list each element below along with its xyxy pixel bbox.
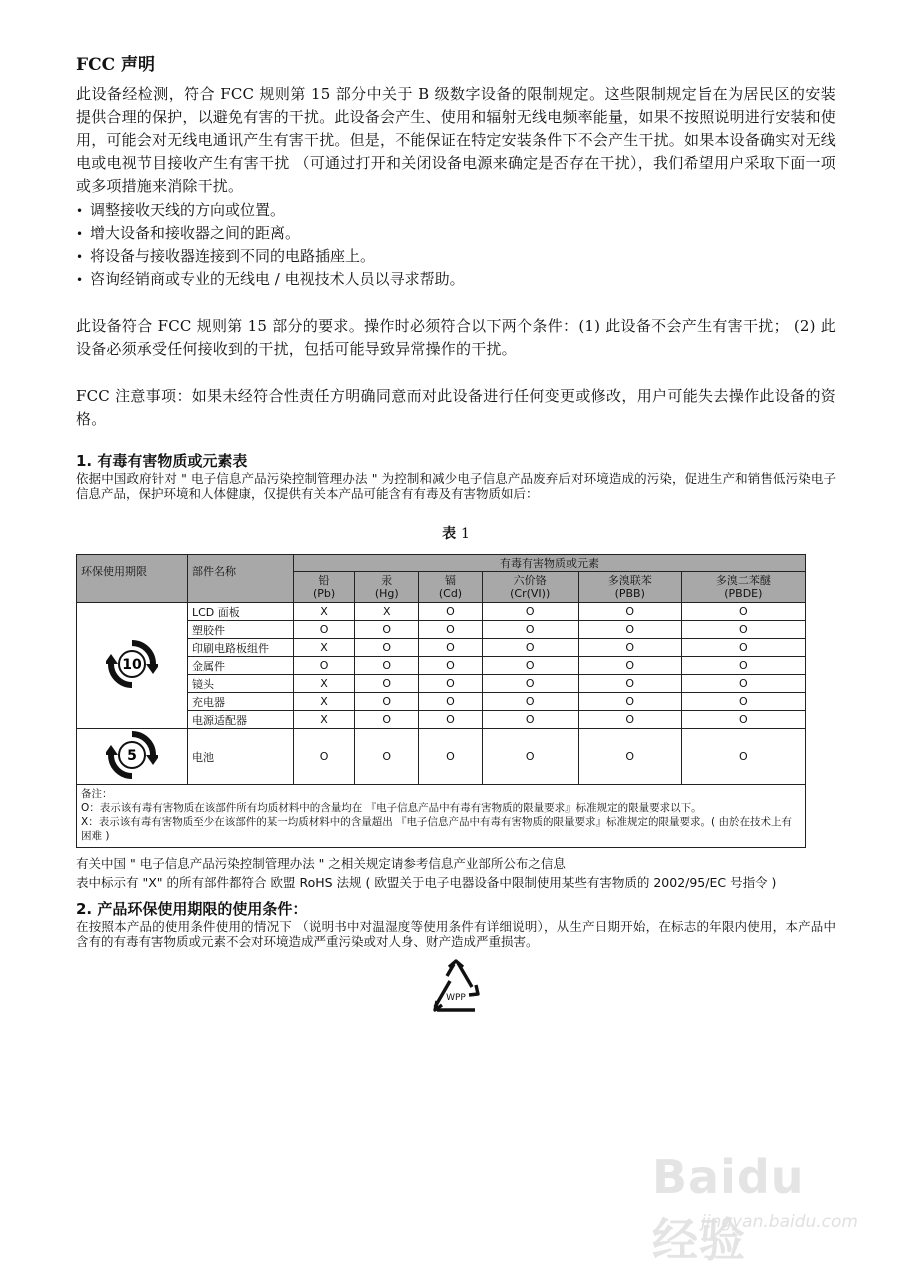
note-line: O：表示该有毒有害物质在该部件所有均质材料中的含量均在 『电子信息产品中有毒有害物质的限量要求』标准规定的限量要求以下。 [81, 802, 702, 814]
fcc-bullet: • 调整接收天线的方向或位置。 [76, 199, 836, 222]
substance-header: 多溴二苯醚 (PBDE) [681, 572, 805, 603]
svg-text:10: 10 [122, 657, 142, 673]
period-logo-cell [77, 603, 188, 729]
substance-value-cell: O [419, 621, 482, 639]
substance-header: 多溴联苯 (PBB) [578, 572, 681, 603]
substance-value-cell: O [355, 711, 419, 729]
substance-value-cell: X [294, 603, 355, 621]
substance-value-cell: O [482, 603, 578, 621]
substance-value-cell: X [294, 639, 355, 657]
substance-value-cell: O [482, 621, 578, 639]
after-table-line-2: 表中标示有 "X" 的所有部件都符合 欧盟 RoHS 法规 ( 欧盟关于电子电器设备中限制使用某些有害物质的 2002/95/EC 号指令 ) [76, 875, 777, 890]
substance-value-cell: O [355, 639, 419, 657]
table-notes [77, 785, 806, 848]
fcc-bullet: • 增大设备和接收器之间的距离。 [76, 222, 836, 245]
substance-value-cell: O [578, 693, 681, 711]
substance-value-cell: O [482, 711, 578, 729]
substance-value-cell: O [294, 621, 355, 639]
substance-header: 镉 (Cd) [419, 572, 482, 603]
part-name-cell: 电源适配器 [188, 711, 294, 729]
part-name-cell: 电池 [188, 729, 294, 785]
substance-value-cell: O [294, 729, 355, 785]
wpp-label: WPP [446, 993, 466, 1003]
substance-group-header: 有毒有害物质或元素 [294, 555, 806, 572]
col-part-header: 部件名称 [188, 555, 294, 603]
substance-value-cell: O [578, 729, 681, 785]
period-logo-cell [77, 729, 188, 785]
fcc-paragraph-1: 此设备经检测，符合 FCC 规则第 15 部分中关于 B 级数字设备的限制规定。这些限制规定旨在为居民区的安装提供合理的保护，以避免有害的干扰。此设备会产生、使用和辐射无线电频率能量，如果不按照说明进行安装和使用，可能会对无线电通讯产生有害干扰。但是，不能保证在特定安装条件下不会产生干扰。如果本设备确实对无线电或电视节目接收产生有害干扰 （可通过打开和关闭设备电源来确定是否存在干扰），我们希望用户采取下面一项或多项措施来消除干扰。 [76, 85, 837, 195]
substance-value-cell: O [482, 639, 578, 657]
substance-value-cell: X [294, 675, 355, 693]
substance-value-cell: O [419, 729, 482, 785]
substance-value-cell: O [681, 693, 805, 711]
substance-value-cell: O [578, 603, 681, 621]
substance-value-cell: O [355, 693, 419, 711]
table-caption: 表 1 [442, 526, 470, 542]
substance-value-cell: O [355, 657, 419, 675]
substance-value-cell: O [419, 711, 482, 729]
substance-value-cell: O [578, 711, 681, 729]
table-row [77, 603, 806, 621]
substance-value-cell: O [482, 657, 578, 675]
substance-value-cell: O [419, 675, 482, 693]
substance-value-cell: O [419, 693, 482, 711]
table-row [77, 729, 806, 785]
fcc-title: FCC 声明 [76, 55, 156, 75]
fcc-bullet: • 咨询经销商或专业的无线电 / 电视技术人员以寻求帮助。 [76, 268, 836, 291]
section1-heading: 1. 有毒有害物质或元素表 [76, 452, 248, 470]
substance-value-cell: O [681, 639, 805, 657]
part-name-cell: 印刷电路板组件 [188, 639, 294, 657]
substance-value-cell: O [578, 621, 681, 639]
note-line: 备注： [81, 788, 113, 800]
substance-header: 汞 (Hg) [355, 572, 419, 603]
section1-intro: 依据中国政府针对 " 电子信息产品污染控制管理办法 " 为控制和减少电子信息产品废弃后对环境造成的污染，促进生产和销售低污染电子信息产品，保护环境和人体健康，仅提供有关本产品可能含有有毒及有害物质如后： [76, 471, 836, 501]
substance-value-cell: O [419, 657, 482, 675]
baidu-watermark [652, 1150, 862, 1267]
substance-value-cell: O [681, 657, 805, 675]
substance-value-cell: O [681, 621, 805, 639]
document-page [76, 50, 836, 1019]
wpp-recycle-logo [76, 959, 836, 1019]
substance-value-cell: O [419, 639, 482, 657]
substance-value-cell: X [355, 603, 419, 621]
svg-text:5: 5 [127, 748, 137, 764]
note-line: X：表示该有毒有害物质至少在该部件的某一均质材料中的含量超出 『电子信息产品中有毒有害物质的限量要求』标准规定的限量要求。( 由於在技术上有困难 ) [81, 816, 792, 842]
substance-value-cell: O [355, 675, 419, 693]
substance-value-cell: O [482, 693, 578, 711]
substance-value-cell: O [578, 657, 681, 675]
fcc-bullet-list [76, 199, 836, 291]
after-table-notes [76, 856, 836, 891]
hazardous-substances-table [76, 554, 806, 848]
substance-value-cell: O [578, 639, 681, 657]
substance-value-cell: X [294, 711, 355, 729]
substance-value-cell: O [681, 711, 805, 729]
substance-value-cell: X [294, 693, 355, 711]
substance-value-cell: O [681, 603, 805, 621]
substance-value-cell: O [355, 621, 419, 639]
substance-value-cell: O [482, 675, 578, 693]
section2-heading: 2. 产品环保使用期限的使用条件： [76, 900, 308, 918]
col-period-header: 环保使用期限 [77, 555, 188, 603]
fcc-paragraph-2: 此设备符合 FCC 规则第 15 部分的要求。操作时必须符合以下两个条件：(1) 此设备不会产生有害干扰； (2) 此设备必须承受任何接收到的干扰，包括可能导致异常操作的干扰。 [76, 317, 836, 358]
recycle-icon [425, 959, 487, 1015]
substance-value-cell: O [681, 675, 805, 693]
substance-header: 六价铬 (Cr(VI)) [482, 572, 578, 603]
part-name-cell: 金属件 [188, 657, 294, 675]
part-name-cell: 充电器 [188, 693, 294, 711]
fcc-bullet: • 将设备与接收器连接到不同的电路插座上。 [76, 245, 836, 268]
substance-value-cell: O [681, 729, 805, 785]
part-name-cell: 镜头 [188, 675, 294, 693]
part-name-cell: 塑胶件 [188, 621, 294, 639]
substance-value-cell: O [578, 675, 681, 693]
substance-value-cell: O [482, 729, 578, 785]
substance-header: 铅 (Pb) [294, 572, 355, 603]
substance-value-cell: O [419, 603, 482, 621]
section2-text: 在按照本产品的使用条件使用的情况下 （说明书中对温湿度等使用条件有详细说明），从生产日期开始，在标志的年限内使用，本产品中含有的有毒有害物质或元素不会对环境造成严重污染或对人身、财产造成严重损害。 [76, 919, 836, 949]
part-name-cell: LCD 面板 [188, 603, 294, 621]
substance-value-cell: O [294, 657, 355, 675]
fcc-paragraph-3: FCC 注意事项：如果未经符合性责任方明确同意而对此设备进行任何变更或修改，用户可能失去操作此设备的资格。 [76, 387, 836, 428]
environmental-period-icon [106, 729, 158, 781]
watermark-logo: Baidu 经验 [652, 1150, 805, 1267]
after-table-line-1: 有关中国 " 电子信息产品污染控制管理办法 " 之相关规定请参考信息产业部所公布之信息 [76, 856, 566, 871]
substance-value-cell: O [355, 729, 419, 785]
environmental-period-icon [106, 638, 158, 690]
watermark-url: jingyan.baidu.com [701, 1212, 858, 1232]
